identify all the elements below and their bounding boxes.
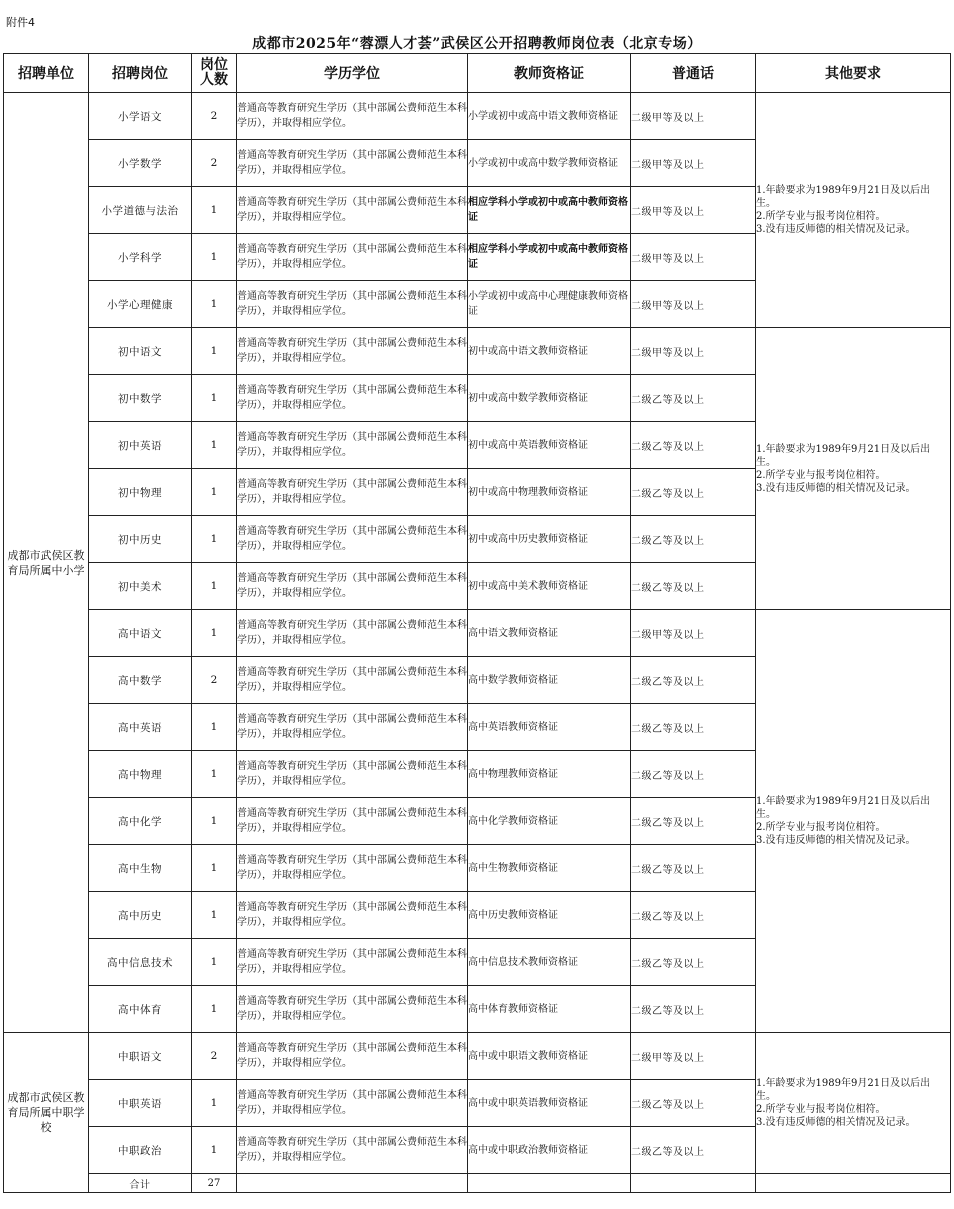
unit-cell-schools: 成都市武侯区教育局所属中小学: [4, 93, 89, 1033]
position-cell: 高中生物: [89, 845, 192, 892]
empty-cell: [631, 1174, 756, 1193]
recruitment-table: [3, 53, 951, 1193]
count-cell: 1: [192, 986, 237, 1033]
count-cell: 2: [192, 1033, 237, 1080]
mandarin-cell: 二级乙等及以上: [631, 375, 756, 422]
header-certificate: 教师资格证: [468, 54, 631, 93]
position-cell: 中职政治: [89, 1127, 192, 1174]
position-cell: 小学心理健康: [89, 281, 192, 328]
education-cell: 普通高等教育研究生学历（其中部属公费师范生本科学历），并取得相应学位。: [237, 187, 468, 234]
count-cell: 1: [192, 234, 237, 281]
position-cell: 高中历史: [89, 892, 192, 939]
certificate-cell: 小学或初中或高中心理健康教师资格证: [468, 281, 631, 328]
requirement-2: 2.所学专业与报考岗位相符。: [756, 1104, 886, 1115]
count-cell: 1: [192, 422, 237, 469]
position-cell: 初中美术: [89, 563, 192, 610]
count-cell: 1: [192, 939, 237, 986]
education-cell: 普通高等教育研究生学历（其中部属公费师范生本科学历），并取得相应学位。: [237, 1033, 468, 1080]
table-row: [4, 1033, 951, 1080]
mandarin-cell: 二级甲等及以上: [631, 610, 756, 657]
mandarin-cell: 二级乙等及以上: [631, 986, 756, 1033]
position-cell: 小学科学: [89, 234, 192, 281]
certificate-cell: 高中或中职政治教师资格证: [468, 1127, 631, 1174]
empty-cell: [468, 1174, 631, 1193]
position-cell: 小学道德与法治: [89, 187, 192, 234]
mandarin-cell: 二级乙等及以上: [631, 704, 756, 751]
education-cell: 普通高等教育研究生学历（其中部属公费师范生本科学历），并取得相应学位。: [237, 751, 468, 798]
mandarin-cell: 二级甲等及以上: [631, 328, 756, 375]
header-position: 招聘岗位: [89, 54, 192, 93]
certificate-cell: 初中或高中英语教师资格证: [468, 422, 631, 469]
requirement-3: 3.没有违反师德的相关情况及记录。: [756, 482, 916, 494]
certificate-cell: 相应学科小学或初中或高中教师资格证: [468, 234, 631, 281]
count-cell: 1: [192, 845, 237, 892]
mandarin-cell: 二级甲等及以上: [631, 234, 756, 281]
other-requirements-cell: [756, 610, 951, 1033]
position-cell: 高中语文: [89, 610, 192, 657]
other-requirements-cell: [756, 93, 951, 328]
requirement-3: 3.没有违反师德的相关情况及记录。: [756, 1117, 916, 1128]
certificate-cell: 初中或高中美术教师资格证: [468, 563, 631, 610]
mandarin-cell: 二级乙等及以上: [631, 1127, 756, 1174]
mandarin-cell: 二级乙等及以上: [631, 469, 756, 516]
mandarin-cell: 二级乙等及以上: [631, 516, 756, 563]
education-cell: 普通高等教育研究生学历（其中部属公费师范生本科学历），并取得相应学位。: [237, 610, 468, 657]
attachment-label: 附件4: [6, 16, 35, 29]
certificate-cell: 高中数学教师资格证: [468, 657, 631, 704]
certificate-cell: 高中或中职英语教师资格证: [468, 1080, 631, 1127]
position-cell: 初中物理: [89, 469, 192, 516]
mandarin-cell: 二级乙等及以上: [631, 563, 756, 610]
requirement-3: 3.没有违反师德的相关情况及记录。: [756, 835, 916, 846]
education-cell: 普通高等教育研究生学历（其中部属公费师范生本科学历），并取得相应学位。: [237, 892, 468, 939]
certificate-cell: 初中或高中历史教师资格证: [468, 516, 631, 563]
education-cell: 普通高等教育研究生学历（其中部属公费师范生本科学历），并取得相应学位。: [237, 469, 468, 516]
count-cell: 2: [192, 657, 237, 704]
requirement-2: 2.所学专业与报考岗位相符。: [756, 469, 886, 481]
mandarin-cell: 二级乙等及以上: [631, 845, 756, 892]
position-cell: 高中数学: [89, 657, 192, 704]
count-cell: 1: [192, 798, 237, 845]
position-cell: 小学数学: [89, 140, 192, 187]
table-row: [4, 328, 951, 375]
certificate-cell: 高中或中职语文教师资格证: [468, 1033, 631, 1080]
certificate-cell: 高中物理教师资格证: [468, 751, 631, 798]
education-cell: 普通高等教育研究生学历（其中部属公费师范生本科学历），并取得相应学位。: [237, 563, 468, 610]
education-cell: 普通高等教育研究生学历（其中部属公费师范生本科学历），并取得相应学位。: [237, 281, 468, 328]
position-cell: 初中英语: [89, 422, 192, 469]
education-cell: 普通高等教育研究生学历（其中部属公费师范生本科学历），并取得相应学位。: [237, 704, 468, 751]
count-cell: 1: [192, 328, 237, 375]
mandarin-cell: 二级乙等及以上: [631, 422, 756, 469]
empty-cell: [237, 1174, 468, 1193]
education-cell: 普通高等教育研究生学历（其中部属公费师范生本科学历），并取得相应学位。: [237, 798, 468, 845]
certificate-cell: 初中或高中数学教师资格证: [468, 375, 631, 422]
certificate-cell: 高中历史教师资格证: [468, 892, 631, 939]
education-cell: 普通高等教育研究生学历（其中部属公费师范生本科学历），并取得相应学位。: [237, 375, 468, 422]
count-cell: 2: [192, 93, 237, 140]
total-row: [4, 1174, 951, 1193]
count-cell: 2: [192, 140, 237, 187]
mandarin-cell: 二级乙等及以上: [631, 1080, 756, 1127]
position-cell: 初中数学: [89, 375, 192, 422]
certificate-cell: 初中或高中物理教师资格证: [468, 469, 631, 516]
certificate-cell: 相应学科小学或初中或高中教师资格证: [468, 187, 631, 234]
mandarin-cell: 二级乙等及以上: [631, 798, 756, 845]
education-cell: 普通高等教育研究生学历（其中部属公费师范生本科学历），并取得相应学位。: [237, 93, 468, 140]
certificate-cell: 小学或初中或高中语文教师资格证: [468, 93, 631, 140]
certificate-cell: 高中语文教师资格证: [468, 610, 631, 657]
certificate-cell: 高中体育教师资格证: [468, 986, 631, 1033]
count-cell: 1: [192, 563, 237, 610]
requirement-1: 1.年龄要求为1989年9月21日及以后出生。: [756, 1078, 931, 1102]
count-cell: 1: [192, 892, 237, 939]
position-cell: 小学语文: [89, 93, 192, 140]
count-cell: 1: [192, 187, 237, 234]
header-education: 学历学位: [237, 54, 468, 93]
header-row: [4, 54, 951, 93]
mandarin-cell: 二级乙等及以上: [631, 892, 756, 939]
position-cell: 初中历史: [89, 516, 192, 563]
position-cell: 中职语文: [89, 1033, 192, 1080]
count-cell: 1: [192, 1127, 237, 1174]
requirement-2: 2.所学专业与报考岗位相符。: [756, 822, 886, 833]
education-cell: 普通高等教育研究生学历（其中部属公费师范生本科学历），并取得相应学位。: [237, 516, 468, 563]
mandarin-cell: 二级乙等及以上: [631, 657, 756, 704]
education-cell: 普通高等教育研究生学历（其中部属公费师范生本科学历），并取得相应学位。: [237, 1080, 468, 1127]
header-count-line1: 岗位: [200, 57, 228, 73]
header-unit: 招聘单位: [4, 54, 89, 93]
education-cell: 普通高等教育研究生学历（其中部属公费师范生本科学历），并取得相应学位。: [237, 939, 468, 986]
count-cell: 1: [192, 469, 237, 516]
certificate-cell: 高中信息技术教师资格证: [468, 939, 631, 986]
header-count: [192, 54, 237, 93]
education-cell: 普通高等教育研究生学历（其中部属公费师范生本科学历），并取得相应学位。: [237, 140, 468, 187]
document-title: 成都市2025年“蓉漂人才荟”武侯区公开招聘教师岗位表（北京专场）: [252, 36, 702, 52]
certificate-cell: 高中生物教师资格证: [468, 845, 631, 892]
count-cell: 1: [192, 1080, 237, 1127]
certificate-cell: 高中英语教师资格证: [468, 704, 631, 751]
count-cell: 1: [192, 704, 237, 751]
count-cell: 1: [192, 375, 237, 422]
education-cell: 普通高等教育研究生学历（其中部属公费师范生本科学历），并取得相应学位。: [237, 234, 468, 281]
education-cell: 普通高等教育研究生学历（其中部属公费师范生本科学历），并取得相应学位。: [237, 986, 468, 1033]
position-cell: 中职英语: [89, 1080, 192, 1127]
unit-cell-vocational: 成都市武侯区教育局所属中职学校: [4, 1033, 89, 1193]
position-cell: 高中体育: [89, 986, 192, 1033]
requirement-3: 3.没有违反师德的相关情况及记录。: [756, 224, 916, 235]
requirement-2: 2.所学专业与报考岗位相符。: [756, 211, 886, 222]
education-cell: 普通高等教育研究生学历（其中部属公费师范生本科学历），并取得相应学位。: [237, 328, 468, 375]
other-requirements-cell: [756, 328, 951, 610]
count-cell: 1: [192, 751, 237, 798]
education-cell: 普通高等教育研究生学历（其中部属公费师范生本科学历），并取得相应学位。: [237, 845, 468, 892]
position-cell: 高中化学: [89, 798, 192, 845]
header-mandarin: 普通话: [631, 54, 756, 93]
mandarin-cell: 二级甲等及以上: [631, 1033, 756, 1080]
mandarin-cell: 二级甲等及以上: [631, 281, 756, 328]
mandarin-cell: 二级乙等及以上: [631, 751, 756, 798]
mandarin-cell: 二级甲等及以上: [631, 187, 756, 234]
mandarin-cell: 二级乙等及以上: [631, 939, 756, 986]
empty-cell: [756, 1174, 951, 1193]
table-row: [4, 610, 951, 657]
table-row: [4, 93, 951, 140]
position-cell: 高中英语: [89, 704, 192, 751]
certificate-cell: 小学或初中或高中数学教师资格证: [468, 140, 631, 187]
total-count: 27: [192, 1174, 237, 1193]
education-cell: 普通高等教育研究生学历（其中部属公费师范生本科学历），并取得相应学位。: [237, 422, 468, 469]
requirement-1: 1.年龄要求为1989年9月21日及以后出生。: [756, 443, 931, 468]
certificate-cell: 高中化学教师资格证: [468, 798, 631, 845]
position-cell: 高中信息技术: [89, 939, 192, 986]
requirement-1: 1.年龄要求为1989年9月21日及以后出生。: [756, 796, 931, 820]
certificate-cell: 初中或高中语文教师资格证: [468, 328, 631, 375]
header-other: 其他要求: [756, 54, 951, 93]
mandarin-cell: 二级甲等及以上: [631, 140, 756, 187]
count-cell: 1: [192, 610, 237, 657]
count-cell: 1: [192, 281, 237, 328]
education-cell: 普通高等教育研究生学历（其中部属公费师范生本科学历），并取得相应学位。: [237, 657, 468, 704]
mandarin-cell: 二级甲等及以上: [631, 93, 756, 140]
position-cell: 高中物理: [89, 751, 192, 798]
position-cell: 初中语文: [89, 328, 192, 375]
count-cell: 1: [192, 516, 237, 563]
education-cell: 普通高等教育研究生学历（其中部属公费师范生本科学历），并取得相应学位。: [237, 1127, 468, 1174]
total-label: 合计: [89, 1174, 192, 1193]
requirement-1: 1.年龄要求为1989年9月21日及以后出生。: [756, 185, 931, 209]
other-requirements-cell: [756, 1033, 951, 1174]
header-count-line2: 人数: [200, 72, 228, 88]
